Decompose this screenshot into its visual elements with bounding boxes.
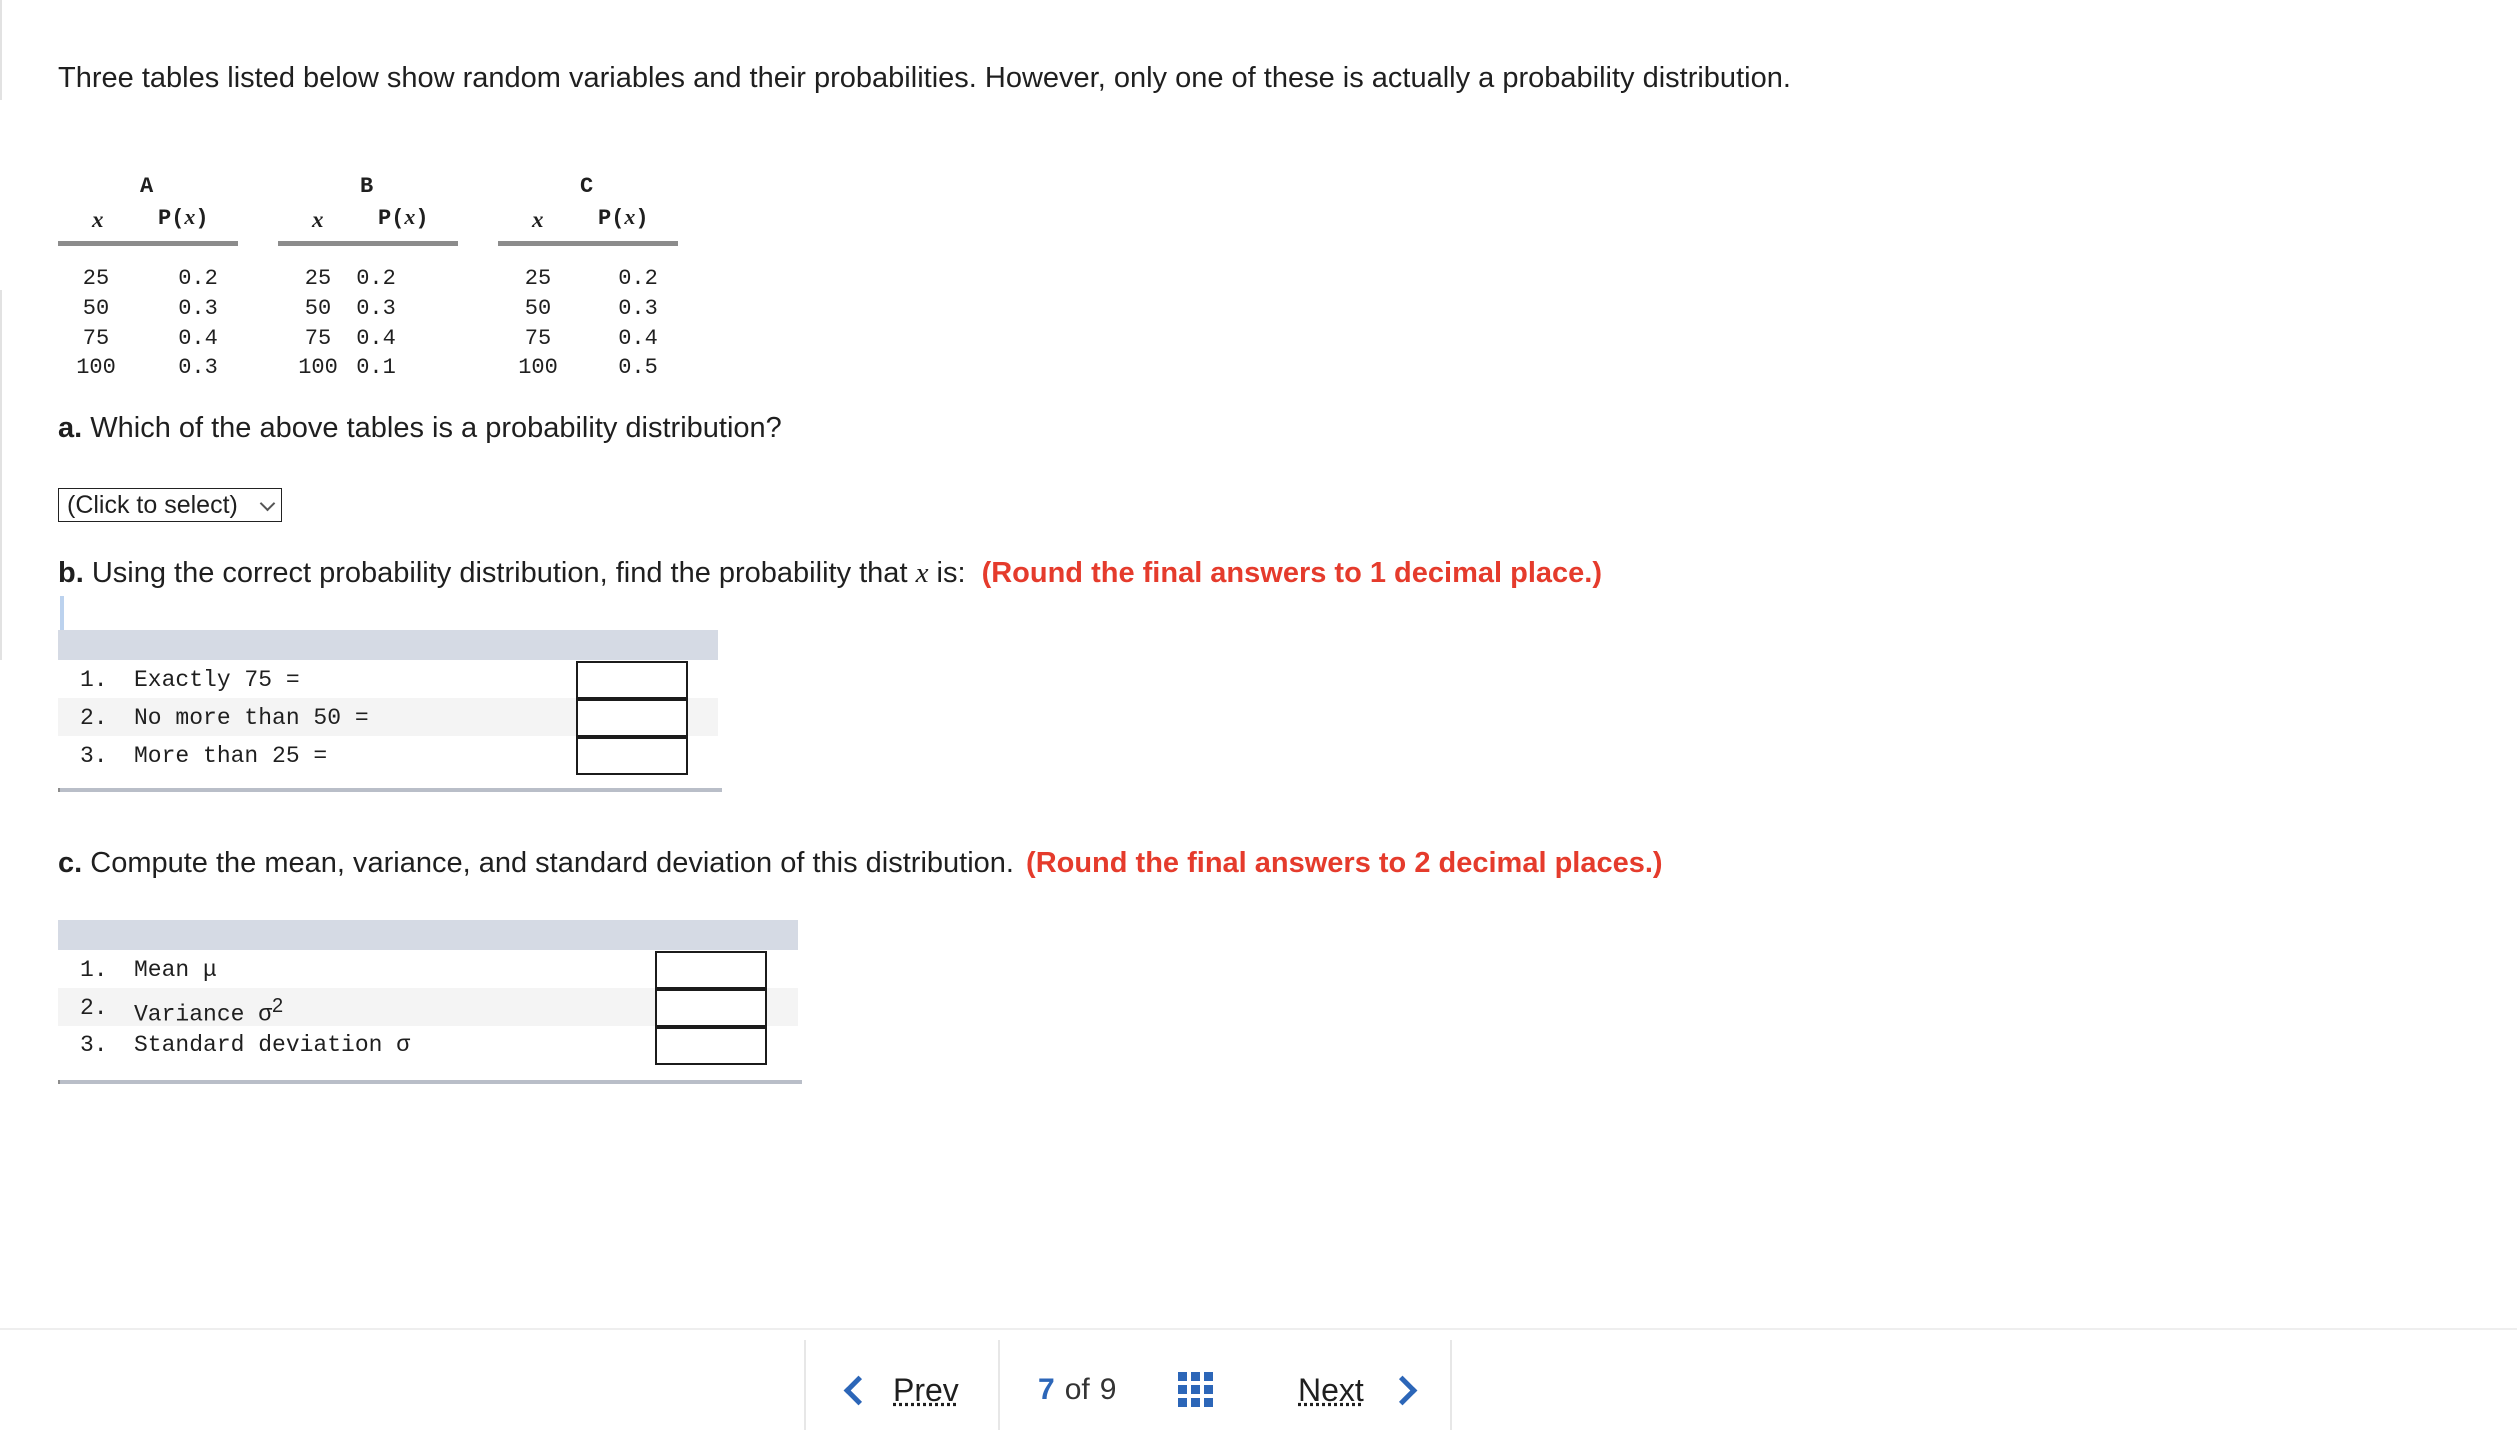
p-header: P(x) bbox=[158, 204, 209, 231]
p-cell: 0.5 bbox=[618, 355, 658, 380]
x-cell: 75 bbox=[524, 326, 552, 351]
p-cell: 0.3 bbox=[356, 296, 396, 321]
question-a bbox=[58, 412, 782, 445]
row-number: 1. bbox=[80, 667, 108, 693]
p-header-var: x bbox=[624, 204, 636, 229]
row-label-variance bbox=[134, 995, 283, 1028]
nav-separator bbox=[998, 1340, 1000, 1430]
rounding-instruction: (Round the final answers to 2 decimal places.) bbox=[1026, 847, 1663, 879]
x-header: x bbox=[92, 207, 104, 232]
row-number: 3. bbox=[80, 743, 108, 769]
question-text: Compute the mean, variance, and standard deviation of this distribution. bbox=[90, 847, 1014, 879]
nav-separator bbox=[804, 1340, 806, 1430]
select-value: (Click to select) bbox=[67, 491, 238, 519]
row-number: 2. bbox=[80, 705, 108, 731]
p-cell: 0.2 bbox=[356, 266, 396, 291]
question-text: Using the correct probability distribution, find the probability that bbox=[91, 557, 908, 589]
x-cell: 75 bbox=[82, 326, 110, 351]
answer-panel-c bbox=[58, 950, 798, 1074]
footer-divider bbox=[0, 1328, 2517, 1330]
row-label: No more than 50 = bbox=[134, 705, 369, 731]
answer-input-exactly-75[interactable] bbox=[576, 661, 688, 699]
left-border-lower bbox=[0, 290, 2, 660]
x-cell: 25 bbox=[524, 266, 552, 291]
nav-separator bbox=[1450, 1340, 1452, 1430]
x-cell: 50 bbox=[304, 296, 332, 321]
prev-button[interactable] bbox=[848, 1366, 959, 1414]
p-cell: 0.2 bbox=[178, 266, 218, 291]
answer-input-no-more-than-50[interactable] bbox=[576, 699, 688, 737]
focus-indicator bbox=[60, 596, 64, 632]
question-label: b. bbox=[58, 557, 84, 589]
p-header: P(x) bbox=[378, 204, 429, 231]
table-c bbox=[498, 170, 678, 380]
answer-panel-b-footer bbox=[58, 788, 722, 792]
table-title: C bbox=[580, 174, 594, 199]
answer-input-more-than-25[interactable] bbox=[576, 737, 688, 775]
page-of: of bbox=[1064, 1373, 1090, 1406]
row-label: Variance σ bbox=[134, 1001, 273, 1028]
answer-panel-c-footer bbox=[58, 1080, 802, 1084]
x-cell: 100 bbox=[76, 355, 116, 380]
chevron-down-icon bbox=[260, 496, 276, 512]
current-page: 7 bbox=[1038, 1373, 1055, 1406]
row-label: Exactly 75 = bbox=[134, 667, 300, 693]
p-cell: 0.4 bbox=[178, 326, 218, 351]
row-number: 2. bbox=[80, 995, 108, 1021]
x-cell: 75 bbox=[304, 326, 332, 351]
table-title: B bbox=[360, 174, 374, 199]
page-indicator[interactable] bbox=[1038, 1366, 1116, 1414]
p-cell: 0.3 bbox=[178, 355, 218, 380]
header-rule bbox=[58, 241, 238, 246]
row-number: 1. bbox=[80, 957, 108, 983]
answer-panel-b-header bbox=[58, 630, 718, 660]
next-label: Next bbox=[1298, 1371, 1364, 1408]
table-a bbox=[58, 170, 238, 380]
question-label: c. bbox=[58, 847, 83, 879]
variable-x: x bbox=[915, 557, 929, 589]
row-label: More than 25 = bbox=[134, 743, 328, 769]
answer-input-mean[interactable] bbox=[655, 951, 767, 989]
row-number: 3. bbox=[80, 1032, 108, 1058]
p-cell: 0.3 bbox=[618, 296, 658, 321]
answer-panel-c-header bbox=[58, 920, 798, 950]
question-b bbox=[58, 557, 1602, 590]
x-cell: 25 bbox=[304, 266, 332, 291]
x-cell: 50 bbox=[524, 296, 552, 321]
p-cell: 0.1 bbox=[356, 355, 396, 380]
question-text: Which of the above tables is a probability distribution? bbox=[90, 412, 782, 444]
distribution-select[interactable] bbox=[58, 488, 282, 522]
p-header-var: x bbox=[404, 204, 416, 229]
chevron-right-icon bbox=[1387, 1375, 1417, 1405]
prev-label: Prev bbox=[893, 1371, 959, 1408]
p-header-var: x bbox=[184, 204, 196, 229]
x-header: x bbox=[532, 207, 544, 232]
question-text-end: is: bbox=[936, 557, 966, 589]
x-cell: 100 bbox=[518, 355, 558, 380]
p-cell: 0.4 bbox=[356, 326, 396, 351]
row-label: Mean μ bbox=[134, 957, 217, 983]
x-header: x bbox=[312, 207, 324, 232]
next-button[interactable] bbox=[1298, 1366, 1413, 1414]
left-border bbox=[0, 0, 2, 100]
p-header: P(x) bbox=[598, 204, 649, 231]
header-rule bbox=[278, 241, 458, 246]
chevron-left-icon bbox=[844, 1375, 874, 1405]
question-c bbox=[58, 847, 1663, 880]
answer-input-variance[interactable] bbox=[655, 989, 767, 1027]
superscript: 2 bbox=[272, 995, 284, 1017]
intro-text: Three tables listed below show random variables and their probabilities. However, only one of these is actually a probability distribution. bbox=[58, 62, 1791, 94]
p-cell: 0.4 bbox=[618, 326, 658, 351]
header-rule bbox=[498, 241, 678, 246]
row-label: Standard deviation σ bbox=[134, 1032, 411, 1058]
p-cell: 0.2 bbox=[618, 266, 658, 291]
table-b bbox=[278, 170, 458, 380]
rounding-instruction: (Round the final answers to 1 decimal place.) bbox=[981, 557, 1602, 589]
x-cell: 25 bbox=[82, 266, 110, 291]
x-cell: 100 bbox=[298, 355, 338, 380]
grid-icon[interactable] bbox=[1178, 1372, 1213, 1407]
p-cell: 0.3 bbox=[178, 296, 218, 321]
answer-input-std-dev[interactable] bbox=[655, 1027, 767, 1065]
question-label: a. bbox=[58, 412, 83, 444]
answer-panel-b bbox=[58, 660, 718, 786]
table-title: A bbox=[140, 174, 154, 199]
x-cell: 50 bbox=[82, 296, 110, 321]
total-pages: 9 bbox=[1099, 1373, 1117, 1406]
